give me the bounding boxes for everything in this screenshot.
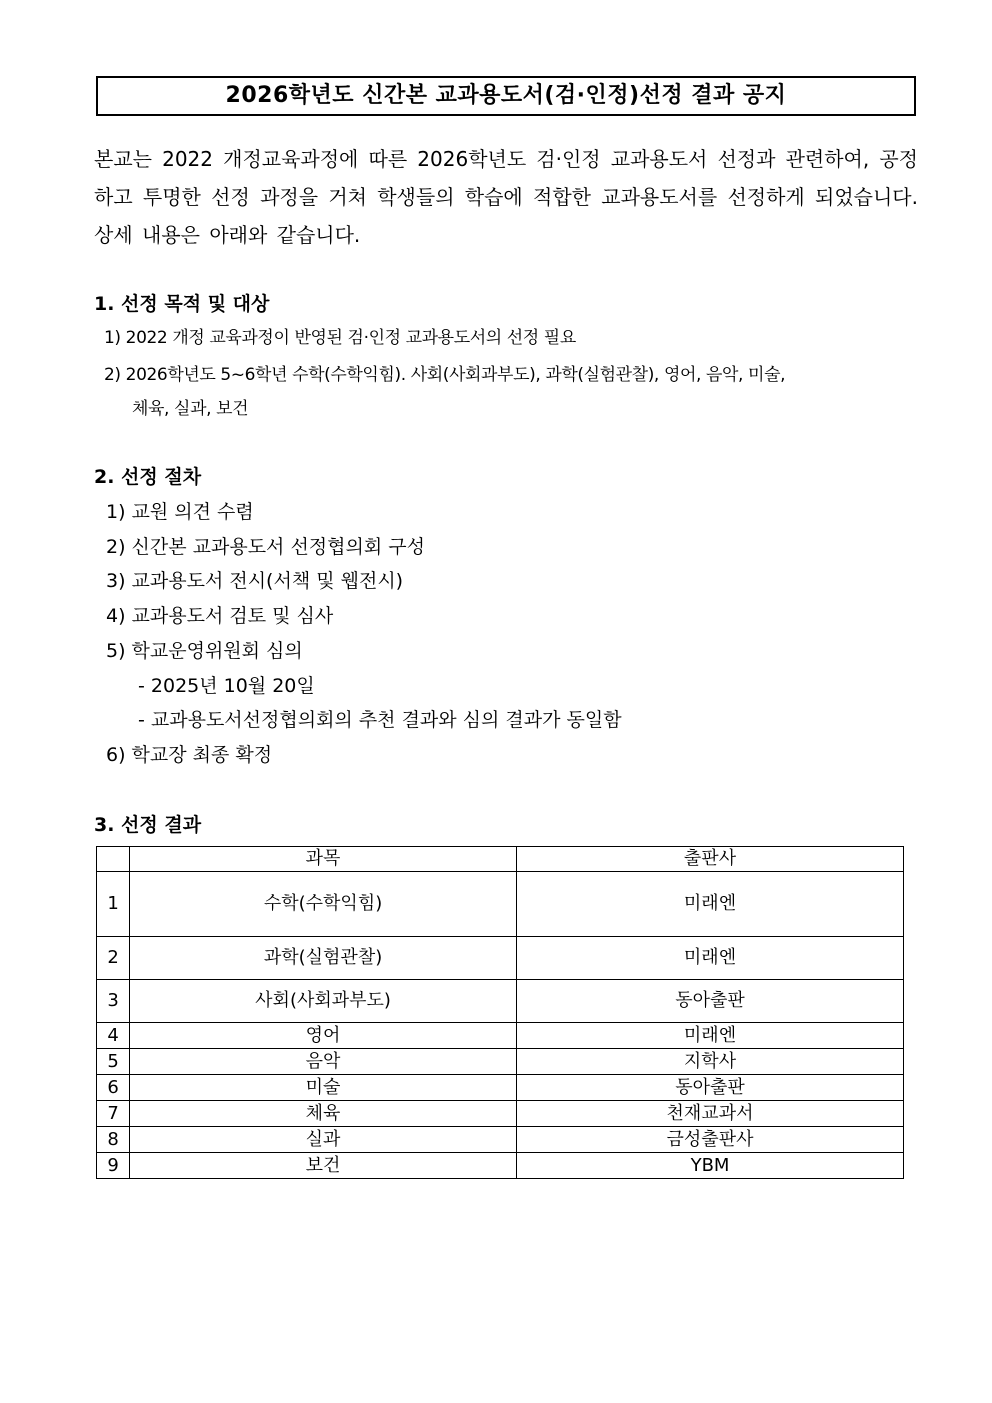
row-subject: 과학(실험관찰): [130, 937, 517, 980]
row-subject: 보건: [130, 1153, 517, 1179]
section-2-step-3: 3) 교과용도서 전시(서책 및 웹전시): [106, 570, 404, 592]
row-number: 3: [97, 980, 130, 1023]
section-2-step-5-date: - 2025년 10월 20일: [138, 675, 315, 697]
row-number: 1: [97, 872, 130, 937]
header-publisher: 출판사: [517, 847, 904, 872]
row-publisher: 금성출판사: [517, 1127, 904, 1153]
row-publisher: 천재교과서: [517, 1101, 904, 1127]
section-2-step-5-note: - 교과용도서선정협의회의 추천 결과와 심의 결과가 동일함: [138, 709, 622, 731]
row-number: 8: [97, 1127, 130, 1153]
table-row: [97, 1153, 904, 1179]
section-2-step-5: 5) 학교운영위원회 심의: [106, 640, 303, 662]
section-2-title: 2. 선정 절차: [94, 466, 202, 488]
table-row: [97, 1075, 904, 1101]
row-subject: 사회(사회과부도): [130, 980, 517, 1023]
table-row: [97, 1127, 904, 1153]
row-subject: 영어: [130, 1023, 517, 1049]
row-subject: 음악: [130, 1049, 517, 1075]
header-number: [97, 847, 130, 872]
row-publisher: 미래엔: [517, 1023, 904, 1049]
section-2-step-4: 4) 교과용도서 검토 및 심사: [106, 605, 334, 627]
table-row: [97, 937, 904, 980]
section-1-item-1: 1) 2022 개정 교육과정이 반영된 검·인정 교과용도서의 선정 필요: [104, 328, 576, 348]
section-2-step-1: 1) 교원 의견 수렴: [106, 501, 254, 523]
row-number: 2: [97, 937, 130, 980]
row-publisher: 동아출판: [517, 1075, 904, 1101]
row-number: 4: [97, 1023, 130, 1049]
row-publisher: 미래엔: [517, 937, 904, 980]
section-1-title: 1. 선정 목적 및 대상: [94, 293, 270, 315]
row-publisher: YBM: [517, 1153, 904, 1179]
row-subject: 체육: [130, 1101, 517, 1127]
row-subject: 실과: [130, 1127, 517, 1153]
table-row: [97, 980, 904, 1023]
row-publisher: 동아출판: [517, 980, 904, 1023]
selection-result-table: [96, 846, 904, 1179]
table-row: [97, 872, 904, 937]
section-1-item-2-continued: 체육, 실과, 보건: [132, 399, 249, 419]
section-3-title: 3. 선정 결과: [94, 814, 202, 836]
section-2-step-2: 2) 신간본 교과용도서 선정협의회 구성: [106, 536, 425, 558]
table-row: [97, 1101, 904, 1127]
row-number: 9: [97, 1153, 130, 1179]
table-row: [97, 1049, 904, 1075]
section-1-item-2: 2) 2026학년도 5~6학년 수학(수학익힘). 사회(사회과부도), 과학(실험관찰), 영어, 음악, 미술,: [104, 365, 786, 385]
table-header-row: [97, 847, 904, 872]
table-row: [97, 1023, 904, 1049]
intro-paragraph: 본교는 2022 개정교육과정에 따른 2026학년도 검·인정 교과용도서 선정과 관련하여, 공정하고 투명한 선정 과정을 거쳐 학생들의 학습에 적합한 교과용도서를 선정하게 되었습니다. 상세 내용은 아래와 같습니다.: [94, 147, 918, 247]
header-subject: 과목: [130, 847, 517, 872]
row-number: 7: [97, 1101, 130, 1127]
row-subject: 수학(수학익힘): [130, 872, 517, 937]
page-title: 2026학년도 신간본 교과용도서(검·인정)선정 결과 공지: [96, 76, 916, 116]
row-number: 6: [97, 1075, 130, 1101]
row-number: 5: [97, 1049, 130, 1075]
row-publisher: 미래엔: [517, 872, 904, 937]
row-subject: 미술: [130, 1075, 517, 1101]
row-publisher: 지학사: [517, 1049, 904, 1075]
section-2-step-6: 6) 학교장 최종 확정: [106, 744, 273, 766]
